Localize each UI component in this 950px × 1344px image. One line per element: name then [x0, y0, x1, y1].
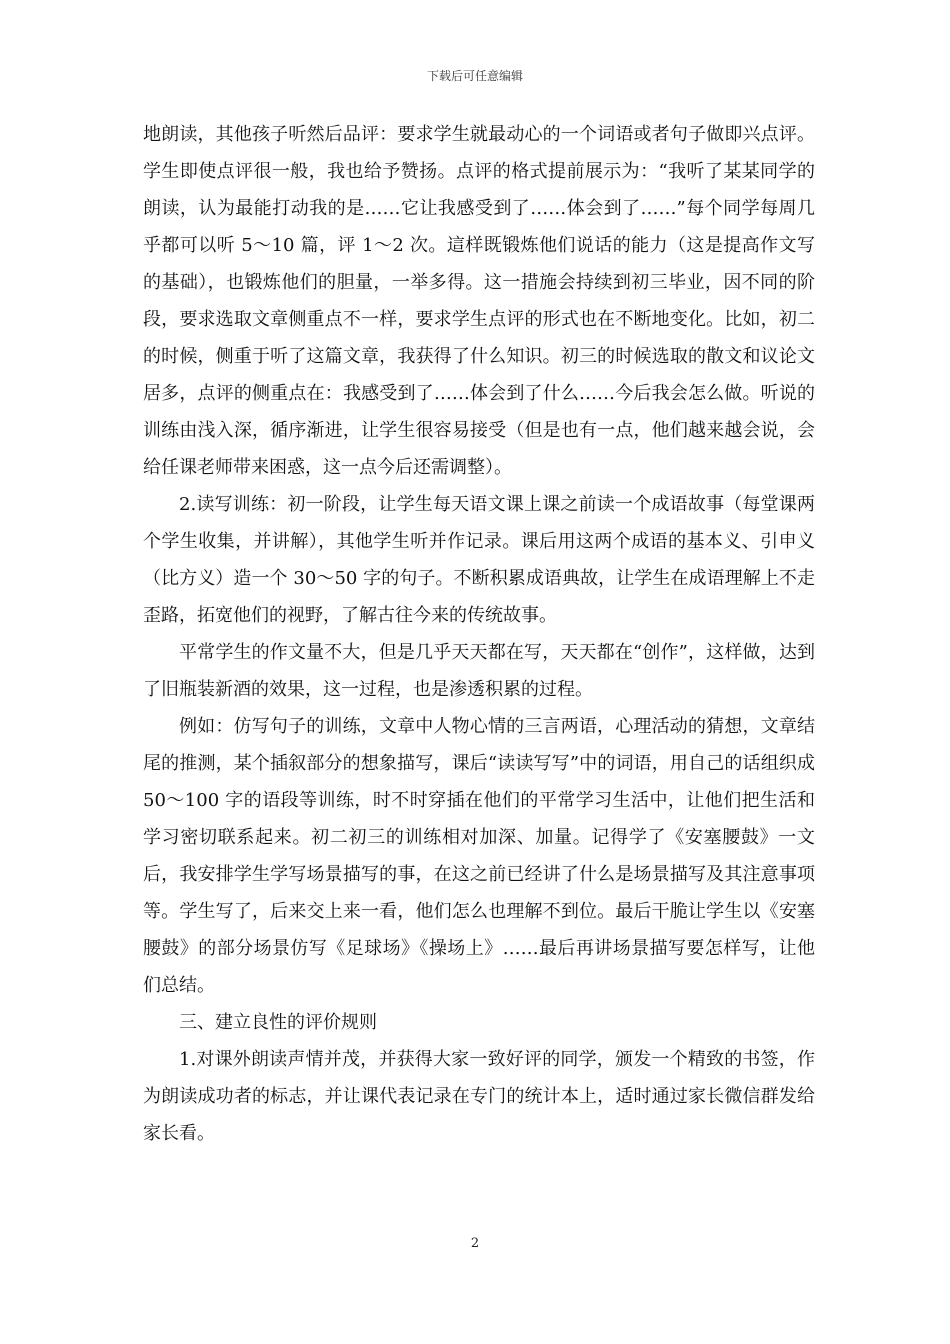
- document-body: [143, 116, 815, 1152]
- page-number: 2: [470, 1236, 480, 1251]
- paragraph-evaluation-rule-1: 1.对课外朗读声情并茂，并获得大家一致好评的同学，颁发一个精致的书签，作为朗读成功者的标志，并让课代表记录在专门的统计本上，适时通过家长微信群发给家长看。: [143, 1049, 815, 1144]
- paragraph-examples: 例如：仿写句子的训练，文章中人物心情的三言两语，心理活动的猜想，文章结尾的推测，某个插叙部分的想象描写，课后“读读写写”中的词语，用自己的话组织成 50～100 字的语段等训练，时不时穿插在他们的平常学习生活中，让他们把生活和学习密切联系起来。初二初三的训练相对加深、加量。记得学了《安塞腰鼓》一文后，我安排学生学写场景描写的事，在这之前已经讲了什么是场景描写及其注意事项等。学生写了，后来交上来一看，他们怎么也理解不到位。最后干脆让学生以《安塞腰鼓》的部分场景仿写《足球场》《操场上》……最后再讲场景描写要怎样写，让他们总结。: [143, 716, 815, 996]
- paragraph-continued-reading: 地朗读，其他孩子听然后品评：要求学生就最动心的一个词语或者句子做即兴点评。学生即使点评很一般，我也给予赞扬。点评的格式提前展示为：“我听了某某同学的朗读，认为最能打动我的是……它让我感受到了……体会到了……”每个同学每周几乎都可以听 5～10 篇，评 1～2 次。這样既锻炼他们说话的能力（这是提高作文写的基础），也锻炼他们的胆量，一举多得。这一措施会持续到初三毕业，因不同的阶段，要求选取文章侧重点不一样，要求学生点评的形式也在不断地变化。比如，初二的时候，侧重于听了这篇文章，我获得了什么知识。初三的时候选取的散文和议论文居多，点评的侧重点在：我感受到了……体会到了什么……今后我会怎么做。听说的训练由浅入深，循序渐进，让学生很容易接受（但是也有一点，他们越来越会说，会给任课老师带来困惑，这一点今后还需调整）。: [143, 124, 815, 478]
- section-heading-evaluation: 三、建立良性的评价规则: [179, 1012, 377, 1033]
- page-header: 下载后可任意编辑: [426, 69, 523, 83]
- paragraph-daily-writing: 平常学生的作文量不大，但是几乎天天都在写，天天都在“创作”，这样做，达到了旧瓶装新酒的效果，这一过程，也是渗透积累的过程。: [143, 642, 815, 700]
- paragraph-reading-writing-training: 2.读写训练：初一阶段，让学生每天语文课上课之前读一个成语故事（每堂课两个学生收集，并讲解），其他学生听并作记录。课后用这两个成语的基本义、引申义（比方义）造一个 30～50 字的句子。不断积累成语典故，让学生在成语理解上不走歪路，拓宽他们的视野，了解古往今来的传统故事。: [143, 494, 815, 626]
